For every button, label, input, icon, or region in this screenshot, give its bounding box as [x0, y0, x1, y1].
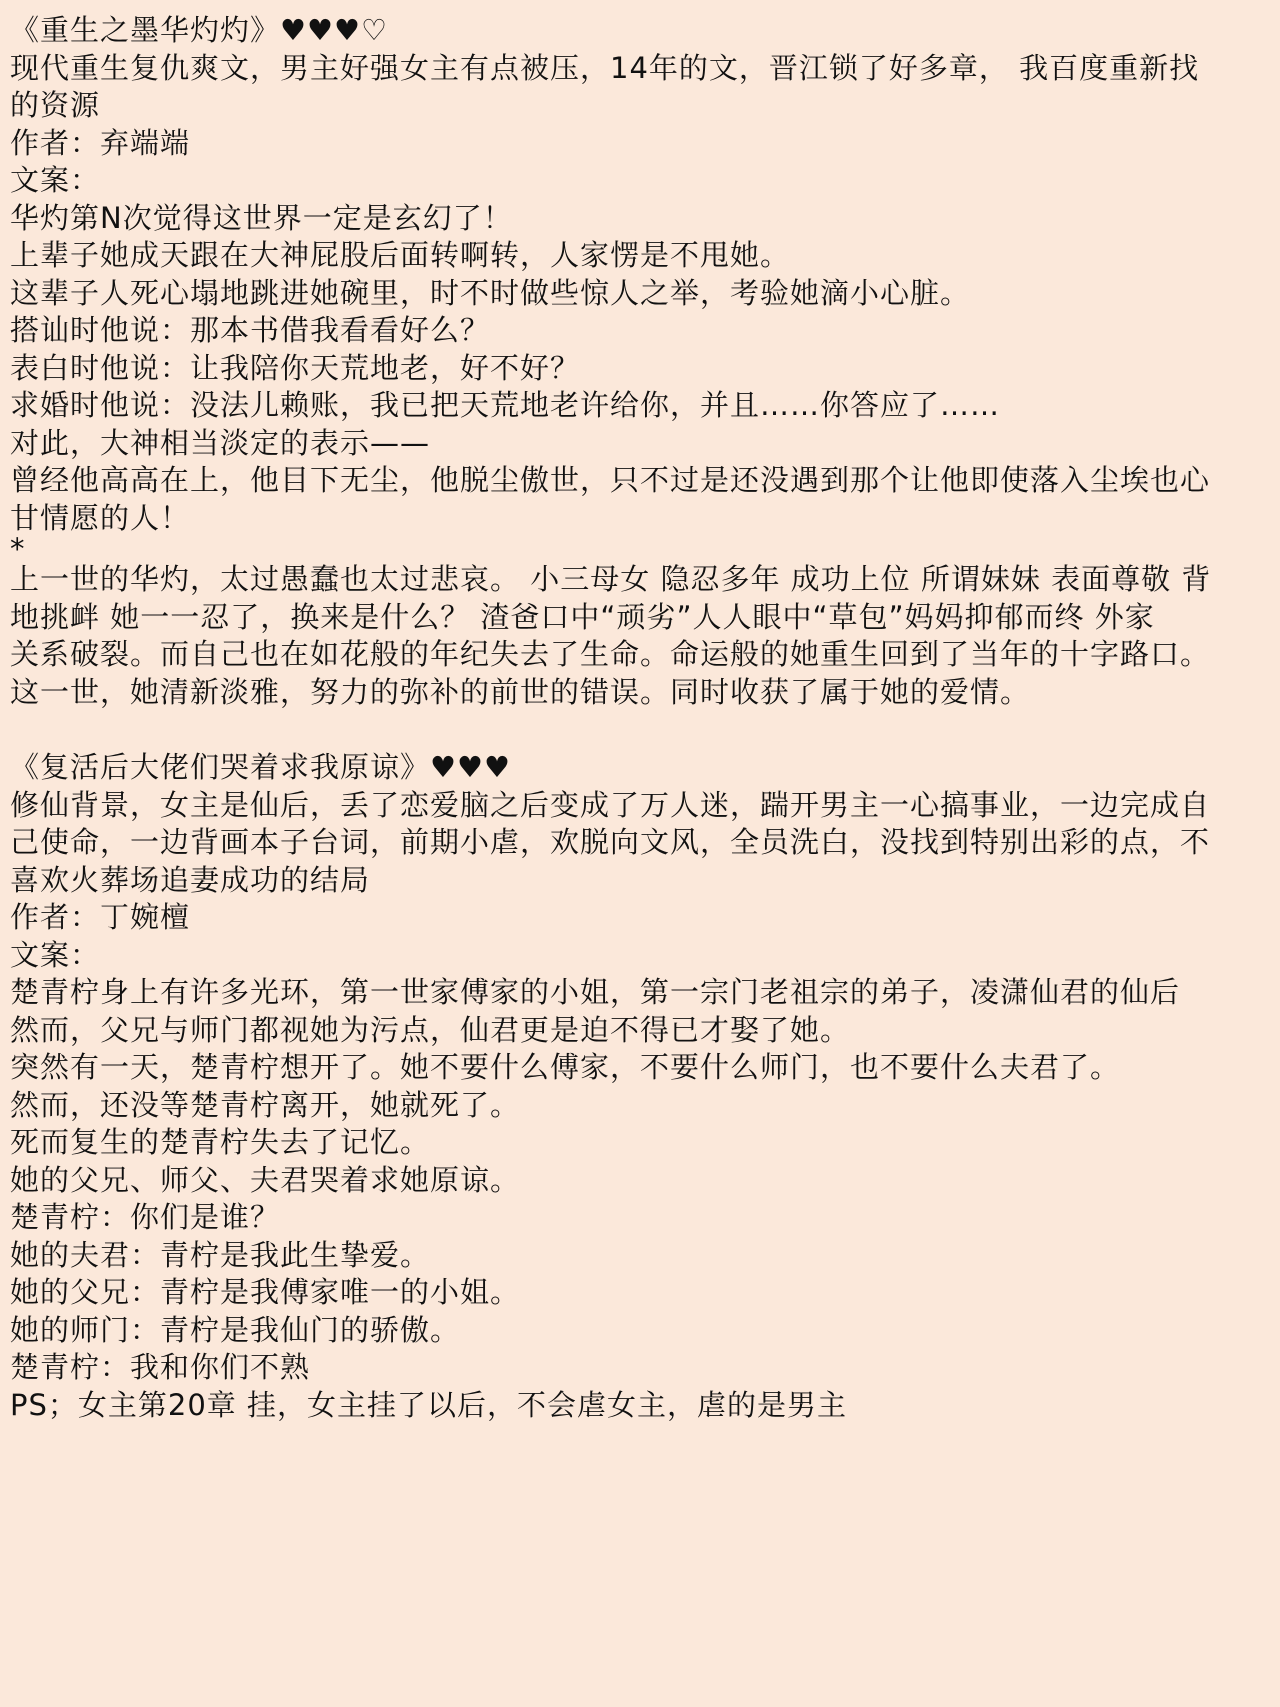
book1-line: 求婚时他说：没法儿赖账，我已把天荒地老许给你，并且……你答应了…… — [10, 388, 1001, 422]
book1-line: 甘情愿的人！ — [10, 500, 191, 535]
book1-synopsis-label: 文案： — [10, 163, 101, 197]
book2-title: 《复活后大佬们哭着求我原谅》♥♥♥ — [10, 750, 511, 784]
book2-line: 楚青柠：你们是谁？ — [10, 1200, 281, 1234]
book1-author: 作者：弃端端 — [10, 125, 191, 160]
book2-line: 突然有一天，楚青柠想开了。她不要什么傅家，不要什么师门，也不要什么夫君了。 — [10, 1050, 1121, 1084]
book1-line: 表白时他说：让我陪你天荒地老，好不好？ — [10, 350, 581, 385]
book1-line: 这辈子人死心塌地跳进她碗里，时不时做些惊人之举，考验她滴小心脏。 — [10, 275, 971, 310]
book2-line: 然而，父兄与师门都视她为污点，仙君更是迫不得已才娶了她。 — [10, 1012, 851, 1047]
separator-asterisk: * — [10, 532, 26, 566]
book2-body — [10, 787, 1268, 1425]
book1-line: 曾经他高高在上，他目下无尘，他脱尘傲世，只不过是还没遇到那个让他即使落入尘埃也心 — [10, 463, 1211, 497]
book2-line: 修仙背景，女主是仙后，丢了恋爱脑之后变成了万人迷，踹开男主一心搞事业，一边完成自 — [10, 787, 1211, 822]
book1-line: 关系破裂。而自己也在如花般的年纪失去了生命。命运般的她重生回到了当年的十字路口。 — [10, 637, 1211, 671]
book1-line: 现代重生复仇爽文，男主好强女主有点被压，14年的文，晋江锁了好多章， 我百度重新找 — [10, 50, 1200, 85]
book2-line: 喜欢火葬场追妻成功的结局 — [10, 862, 371, 897]
book2-line: 她的师门：青柠是我仙门的骄傲。 — [10, 1312, 461, 1347]
book2-line: 她的父兄、师父、夫君哭着求她原谅。 — [10, 1162, 521, 1197]
book1-title: 《重生之墨华灼灼》♥♥♥♡ — [10, 13, 388, 47]
book2-line: 她的夫君：青柠是我此生挚爱。 — [10, 1237, 431, 1272]
section-spacer — [10, 711, 1268, 749]
book2-line: 死而复生的楚青柠失去了记忆。 — [10, 1125, 431, 1159]
book1-line: 这一世，她清新淡雅，努力的弥补的前世的错误。同时收获了属于她的爱情。 — [10, 674, 1031, 709]
book2-ps-note: PS；女主第20章 挂，女主挂了以后，不会虐女主，虐的是男主 — [10, 1387, 848, 1422]
book1-line: 上辈子她成天跟在大神屁股后面转啊转，人家愣是不甩她。 — [10, 238, 791, 272]
book1-line: 华灼第N次觉得这世界一定是玄幻了！ — [10, 200, 513, 235]
book2-line: 己使命，一边背画本子台词，前期小虐，欢脱向文风，全员洗白，没找到特别出彩的点，不 — [10, 825, 1211, 859]
book2-line: 楚青柠身上有许多光环，第一世家傅家的小姐，第一宗门老祖宗的弟子，凌潇仙君的仙后 — [10, 975, 1181, 1009]
book1-body — [10, 50, 1268, 712]
book1-line: 上一世的华灼，太过愚蠢也太过悲哀。 小三母女 隐忍多年 成功上位 所谓妹妹 表面尊敬 背 — [10, 562, 1212, 596]
book1-line: 搭讪时他说：那本书借我看看好么？ — [10, 313, 491, 347]
book2-line: 楚青柠：我和你们不熟 — [10, 1350, 311, 1384]
document-page — [10, 12, 1268, 1424]
book2-author: 作者：丁婉檀 — [10, 900, 191, 934]
book2-synopsis-label: 文案： — [10, 937, 101, 972]
book2-line: 然而，还没等楚青柠离开，她就死了。 — [10, 1087, 521, 1122]
book1-line: 的资源 — [10, 88, 101, 122]
book1-line: 对此，大神相当淡定的表示—— — [10, 425, 431, 460]
book1-line: 地挑衅 她一一忍了，换来是什么？ 渣爸口中“顽劣”人人眼中“草包”妈妈抑郁而终 外家 — [10, 599, 1155, 634]
book2-line: 她的父兄：青柠是我傅家唯一的小姐。 — [10, 1275, 521, 1309]
